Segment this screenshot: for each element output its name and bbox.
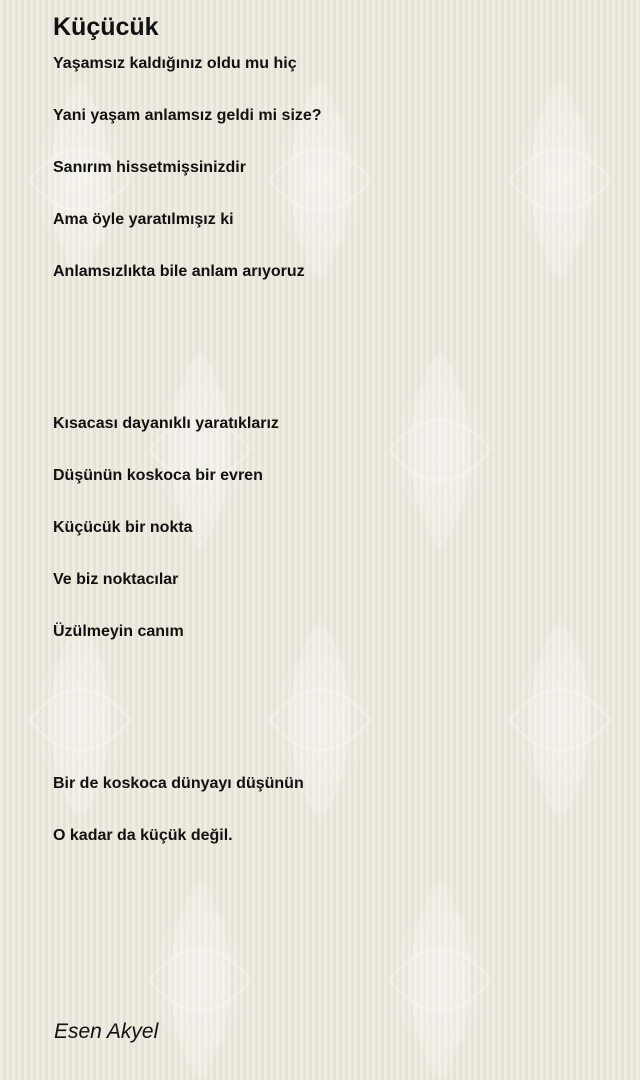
poem-line: Yani yaşam anlamsız geldi mi size?	[53, 107, 322, 124]
poem-line: Ve biz noktacılar	[53, 571, 179, 588]
poem-line: Üzülmeyin canım	[53, 623, 184, 640]
poem-line: Sanırım hissetmişsinizdir	[53, 159, 246, 176]
poem-line: Küçücük bir nokta	[53, 519, 193, 536]
poem-line: Anlamsızlıkta bile anlam arıyoruz	[53, 263, 305, 280]
poem-line: Bir de koskoca dünyayı düşünün	[53, 775, 304, 792]
poem-line: Düşünün koskoca bir evren	[53, 467, 263, 484]
author-signature: Esen Akyel	[54, 1020, 159, 1043]
poem-line: Yaşamsız kaldığınız oldu mu hiç	[53, 55, 297, 72]
poem-line: Ama öyle yaratılmışız ki	[53, 211, 234, 228]
poem-line: O kadar da küçük değil.	[53, 827, 233, 844]
poem-line: Kısacası dayanıklı yaratıklarız	[53, 415, 279, 432]
poem-title: Küçücük	[53, 13, 159, 41]
